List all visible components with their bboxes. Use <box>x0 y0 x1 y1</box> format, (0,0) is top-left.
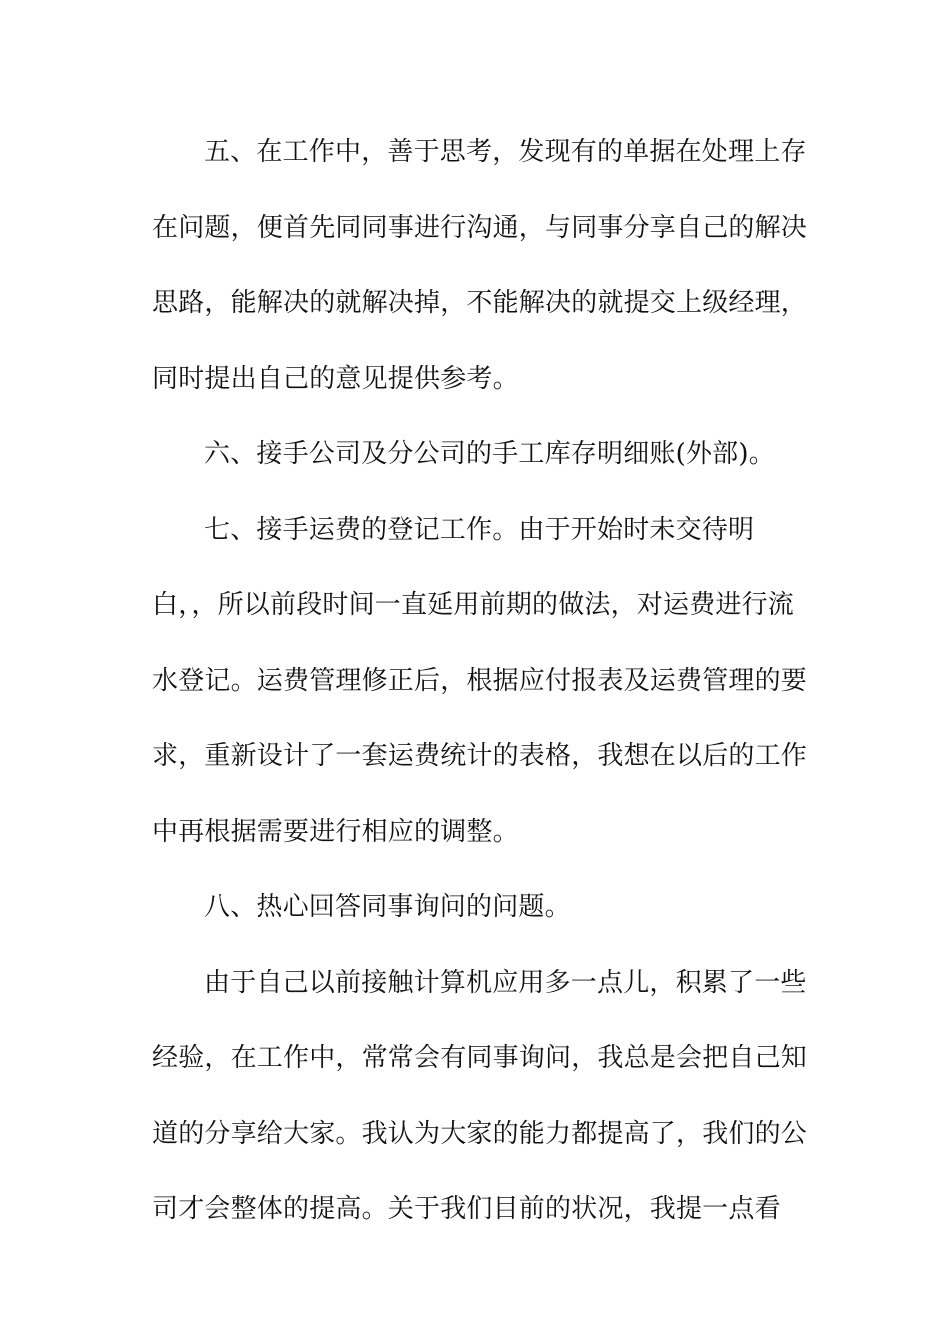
text-line: 同时提出自己的意见提供参考。 <box>152 363 519 394</box>
text-line: 白，，所以前段时间一直延用前期的做法，对运费进行流 <box>152 590 795 620</box>
text-line: 七、接手运费的登记工作。由于开始时未交待明 <box>204 514 755 545</box>
text-line: 道的分享给大家。我认为大家的能力都提高了，我们的公 <box>152 1118 808 1149</box>
body-text <box>152 126 808 1259</box>
text-line: 思路，能解决的就解决掉，不能解决的就提交上级经理， <box>152 288 808 318</box>
text-line: 八、热心回答同事询问的问题。 <box>204 892 571 922</box>
text-line: 六、接手公司及分公司的手工库存明细账(外部)。 <box>204 439 775 469</box>
text-line: 由于自己以前接触计算机应用多一点儿，积累了一些 <box>204 967 807 998</box>
text-line: 五、在工作中，善于思考，发现有的单据在处理上存 <box>204 137 807 167</box>
text-line: 司才会整体的提高。关于我们目前的状况，我提一点看 <box>152 1194 781 1224</box>
text-line: 经验，在工作中，常常会有同事询问，我总是会把自己知 <box>152 1043 808 1073</box>
text-line: 求，重新设计了一套运费统计的表格，我想在以后的工作 <box>152 741 808 771</box>
text-line: 水登记。运费管理修正后，根据应付报表及运费管理的要 <box>152 665 808 696</box>
text-line: 中再根据需要进行相应的调整。 <box>152 816 519 847</box>
text-line: 在问题，便首先同同事进行沟通，与同事分享自己的解决 <box>152 212 808 243</box>
